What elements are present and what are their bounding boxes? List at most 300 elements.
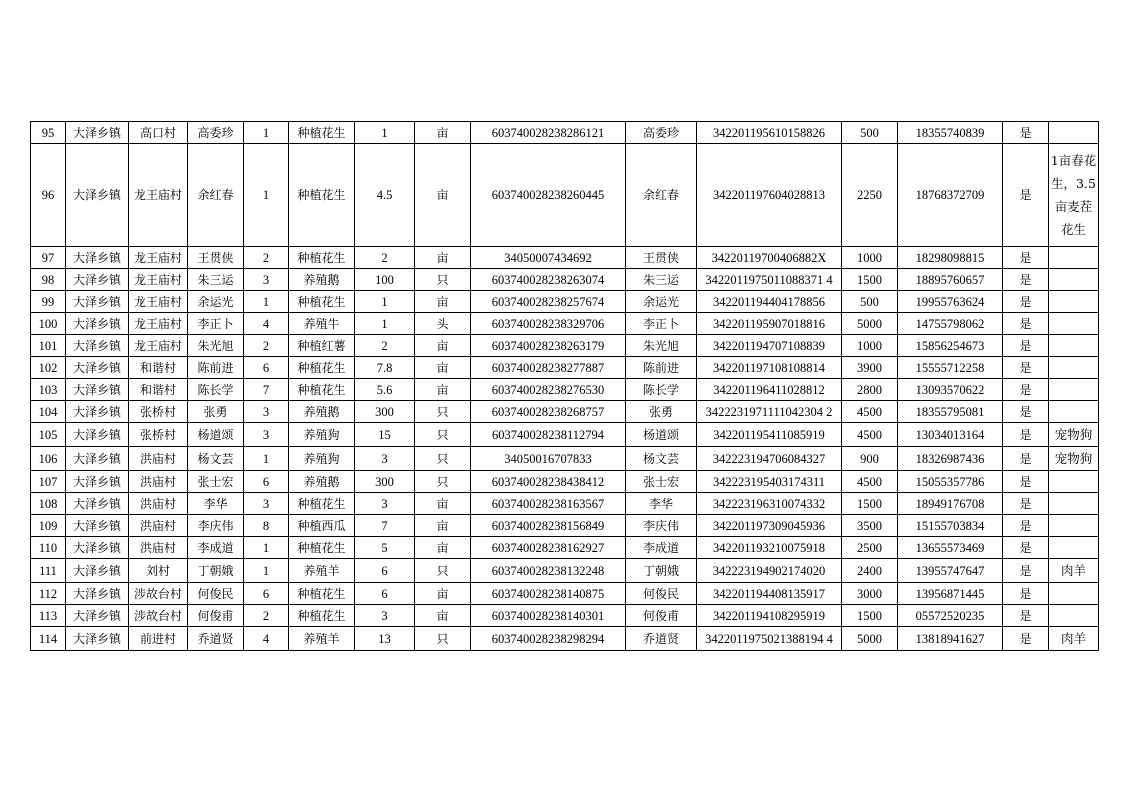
village-cell: 龙王庙村	[129, 144, 188, 247]
note-cell	[1049, 269, 1099, 291]
id-number-cell: 342223196310074332	[697, 493, 842, 515]
unit-cell: 亩	[415, 515, 471, 537]
town-cell: 大泽乡镇	[66, 559, 129, 583]
town-cell: 大泽乡镇	[66, 291, 129, 313]
household-size-cell: 3	[244, 269, 289, 291]
account-number-cell: 603740028238268757	[471, 401, 626, 423]
amount-cell: 2800	[842, 379, 898, 401]
row-number-cell: 101	[31, 335, 66, 357]
account-holder-cell: 张勇	[626, 401, 697, 423]
account-number-cell: 603740028238276530	[471, 379, 626, 401]
amount-cell: 1500	[842, 269, 898, 291]
town-cell: 大泽乡镇	[66, 493, 129, 515]
amount-cell: 3900	[842, 357, 898, 379]
household-size-cell: 3	[244, 493, 289, 515]
table-row	[31, 122, 1099, 144]
village-cell: 张桥村	[129, 423, 188, 447]
id-number-cell: 342201195411085919	[697, 423, 842, 447]
unit-cell: 只	[415, 269, 471, 291]
project-cell: 养殖羊	[289, 627, 355, 651]
unit-cell: 亩	[415, 247, 471, 269]
confirmed-cell: 是	[1003, 335, 1049, 357]
amount-cell: 3000	[842, 583, 898, 605]
household-name-cell: 余运光	[188, 291, 244, 313]
confirmed-cell: 是	[1003, 379, 1049, 401]
household-size-cell: 1	[244, 291, 289, 313]
household-name-cell: 李华	[188, 493, 244, 515]
village-cell: 龙王庙村	[129, 291, 188, 313]
account-number-cell: 603740028238162927	[471, 537, 626, 559]
project-cell: 种植花生	[289, 144, 355, 247]
household-name-cell: 丁朝娥	[188, 559, 244, 583]
quantity-cell: 3	[355, 493, 415, 515]
household-name-cell: 张士宏	[188, 471, 244, 493]
account-holder-cell: 朱三运	[626, 269, 697, 291]
amount-cell: 4500	[842, 423, 898, 447]
id-number-cell: 3422231971111042304 2	[697, 401, 842, 423]
project-cell: 养殖鹅	[289, 471, 355, 493]
amount-cell: 2400	[842, 559, 898, 583]
project-cell: 种植西瓜	[289, 515, 355, 537]
account-holder-cell: 余运光	[626, 291, 697, 313]
amount-cell: 1500	[842, 605, 898, 627]
town-cell: 大泽乡镇	[66, 335, 129, 357]
quantity-cell: 5.6	[355, 379, 415, 401]
project-cell: 养殖牛	[289, 313, 355, 335]
account-number-cell: 603740028238286121	[471, 122, 626, 144]
account-number-cell: 603740028238140875	[471, 583, 626, 605]
account-number-cell: 603740028238263179	[471, 335, 626, 357]
unit-cell: 只	[415, 447, 471, 471]
unit-cell: 只	[415, 627, 471, 651]
note-cell: 肉羊	[1049, 559, 1099, 583]
household-size-cell: 3	[244, 423, 289, 447]
phone-cell: 18355795081	[898, 401, 1003, 423]
town-cell: 大泽乡镇	[66, 379, 129, 401]
project-cell: 种植花生	[289, 357, 355, 379]
row-number-cell: 114	[31, 627, 66, 651]
note-cell	[1049, 335, 1099, 357]
note-cell	[1049, 493, 1099, 515]
unit-cell: 亩	[415, 144, 471, 247]
quantity-cell: 2	[355, 247, 415, 269]
unit-cell: 只	[415, 559, 471, 583]
quantity-cell: 1	[355, 313, 415, 335]
phone-cell: 13093570622	[898, 379, 1003, 401]
amount-cell: 5000	[842, 627, 898, 651]
household-name-cell: 李正卜	[188, 313, 244, 335]
confirmed-cell: 是	[1003, 627, 1049, 651]
id-number-cell: 342201194707108839	[697, 335, 842, 357]
note-cell	[1049, 379, 1099, 401]
confirmed-cell: 是	[1003, 515, 1049, 537]
confirmed-cell: 是	[1003, 313, 1049, 335]
note-cell	[1049, 583, 1099, 605]
phone-cell: 13956871445	[898, 583, 1003, 605]
quantity-cell: 15	[355, 423, 415, 447]
amount-cell: 500	[842, 291, 898, 313]
row-number-cell: 100	[31, 313, 66, 335]
phone-cell: 18768372709	[898, 144, 1003, 247]
amount-cell: 2500	[842, 537, 898, 559]
quantity-cell: 4.5	[355, 144, 415, 247]
household-size-cell: 8	[244, 515, 289, 537]
unit-cell: 亩	[415, 357, 471, 379]
household-size-cell: 6	[244, 583, 289, 605]
id-number-cell: 342201197108108814	[697, 357, 842, 379]
village-cell: 高口村	[129, 122, 188, 144]
account-holder-cell: 杨文芸	[626, 447, 697, 471]
note-cell	[1049, 247, 1099, 269]
quantity-cell: 7	[355, 515, 415, 537]
unit-cell: 只	[415, 401, 471, 423]
household-size-cell: 4	[244, 627, 289, 651]
household-size-cell: 1	[244, 559, 289, 583]
table-row	[31, 313, 1099, 335]
confirmed-cell: 是	[1003, 605, 1049, 627]
table-row	[31, 401, 1099, 423]
household-size-cell: 6	[244, 471, 289, 493]
confirmed-cell: 是	[1003, 144, 1049, 247]
account-number-cell: 603740028238438412	[471, 471, 626, 493]
account-holder-cell: 陈长学	[626, 379, 697, 401]
phone-cell: 19955763624	[898, 291, 1003, 313]
town-cell: 大泽乡镇	[66, 605, 129, 627]
confirmed-cell: 是	[1003, 357, 1049, 379]
phone-cell: 15055357786	[898, 471, 1003, 493]
row-number-cell: 110	[31, 537, 66, 559]
account-number-cell: 34050007434692	[471, 247, 626, 269]
village-cell: 洪庙村	[129, 447, 188, 471]
household-name-cell: 张勇	[188, 401, 244, 423]
quantity-cell: 100	[355, 269, 415, 291]
table-row	[31, 471, 1099, 493]
quantity-cell: 1	[355, 122, 415, 144]
table-row	[31, 583, 1099, 605]
household-size-cell: 2	[244, 247, 289, 269]
row-number-cell: 96	[31, 144, 66, 247]
household-size-cell: 3	[244, 401, 289, 423]
confirmed-cell: 是	[1003, 559, 1049, 583]
village-cell: 刘村	[129, 559, 188, 583]
confirmed-cell: 是	[1003, 583, 1049, 605]
town-cell: 大泽乡镇	[66, 122, 129, 144]
village-cell: 龙王庙村	[129, 247, 188, 269]
amount-cell: 500	[842, 122, 898, 144]
note-cell: 宠物狗	[1049, 423, 1099, 447]
account-number-cell: 603740028238257674	[471, 291, 626, 313]
row-number-cell: 102	[31, 357, 66, 379]
household-name-cell: 李庆伟	[188, 515, 244, 537]
unit-cell: 亩	[415, 291, 471, 313]
confirmed-cell: 是	[1003, 269, 1049, 291]
project-cell: 种植花生	[289, 605, 355, 627]
account-number-cell: 34050016707833	[471, 447, 626, 471]
row-number-cell: 99	[31, 291, 66, 313]
row-number-cell: 111	[31, 559, 66, 583]
row-number-cell: 105	[31, 423, 66, 447]
amount-cell: 1000	[842, 335, 898, 357]
phone-cell: 18326987436	[898, 447, 1003, 471]
phone-cell: 15555712258	[898, 357, 1003, 379]
household-name-cell: 陈长学	[188, 379, 244, 401]
table-body	[31, 122, 1099, 651]
village-cell: 和谐村	[129, 357, 188, 379]
project-cell: 种植花生	[289, 583, 355, 605]
table-row	[31, 247, 1099, 269]
phone-cell: 13955747647	[898, 559, 1003, 583]
id-number-cell: 342223194706084327	[697, 447, 842, 471]
id-number-cell: 342201194408135917	[697, 583, 842, 605]
project-cell: 种植花生	[289, 122, 355, 144]
town-cell: 大泽乡镇	[66, 269, 129, 291]
account-holder-cell: 陈前进	[626, 357, 697, 379]
row-number-cell: 104	[31, 401, 66, 423]
household-name-cell: 杨道颂	[188, 423, 244, 447]
note-cell: 1亩春花生，3.5亩麦茬花生	[1049, 144, 1099, 247]
project-cell: 种植花生	[289, 537, 355, 559]
quantity-cell: 300	[355, 471, 415, 493]
table-row	[31, 291, 1099, 313]
id-number-cell: 342201195610158826	[697, 122, 842, 144]
phone-cell: 18298098815	[898, 247, 1003, 269]
project-cell: 养殖鹅	[289, 401, 355, 423]
note-cell	[1049, 313, 1099, 335]
id-number-cell: 342201196411028812	[697, 379, 842, 401]
table-row	[31, 493, 1099, 515]
account-number-cell: 603740028238140301	[471, 605, 626, 627]
household-size-cell: 2	[244, 335, 289, 357]
account-holder-cell: 李庆伟	[626, 515, 697, 537]
note-cell	[1049, 515, 1099, 537]
id-number-cell: 342201197309045936	[697, 515, 842, 537]
row-number-cell: 95	[31, 122, 66, 144]
unit-cell: 亩	[415, 583, 471, 605]
phone-cell: 05572520235	[898, 605, 1003, 627]
town-cell: 大泽乡镇	[66, 401, 129, 423]
household-size-cell: 7	[244, 379, 289, 401]
account-holder-cell: 高委珍	[626, 122, 697, 144]
household-size-cell: 1	[244, 122, 289, 144]
town-cell: 大泽乡镇	[66, 423, 129, 447]
account-number-cell: 603740028238163567	[471, 493, 626, 515]
table-row	[31, 269, 1099, 291]
amount-cell: 2250	[842, 144, 898, 247]
household-size-cell: 1	[244, 537, 289, 559]
account-holder-cell: 乔道贤	[626, 627, 697, 651]
household-size-cell: 2	[244, 605, 289, 627]
household-name-cell: 李成道	[188, 537, 244, 559]
row-number-cell: 103	[31, 379, 66, 401]
unit-cell: 亩	[415, 379, 471, 401]
confirmed-cell: 是	[1003, 447, 1049, 471]
id-number-cell: 342201194108295919	[697, 605, 842, 627]
phone-cell: 15856254673	[898, 335, 1003, 357]
account-holder-cell: 王贯侠	[626, 247, 697, 269]
table-row	[31, 335, 1099, 357]
village-cell: 和谐村	[129, 379, 188, 401]
confirmed-cell: 是	[1003, 471, 1049, 493]
phone-cell: 13034013164	[898, 423, 1003, 447]
unit-cell: 亩	[415, 537, 471, 559]
phone-cell: 18895760657	[898, 269, 1003, 291]
household-size-cell: 1	[244, 447, 289, 471]
quantity-cell: 6	[355, 559, 415, 583]
note-cell	[1049, 357, 1099, 379]
village-cell: 涉故台村	[129, 605, 188, 627]
note-cell: 肉羊	[1049, 627, 1099, 651]
account-number-cell: 603740028238156849	[471, 515, 626, 537]
id-number-cell: 34220119700406882X	[697, 247, 842, 269]
town-cell: 大泽乡镇	[66, 471, 129, 493]
table-row	[31, 144, 1099, 247]
project-cell: 种植花生	[289, 379, 355, 401]
note-cell	[1049, 471, 1099, 493]
household-name-cell: 陈前进	[188, 357, 244, 379]
project-cell: 养殖狗	[289, 447, 355, 471]
unit-cell: 亩	[415, 335, 471, 357]
account-holder-cell: 张士宏	[626, 471, 697, 493]
phone-cell: 14755798062	[898, 313, 1003, 335]
village-cell: 洪庙村	[129, 515, 188, 537]
town-cell: 大泽乡镇	[66, 627, 129, 651]
village-cell: 龙王庙村	[129, 269, 188, 291]
confirmed-cell: 是	[1003, 423, 1049, 447]
town-cell: 大泽乡镇	[66, 583, 129, 605]
project-cell: 种植花生	[289, 493, 355, 515]
account-holder-cell: 何俊民	[626, 583, 697, 605]
household-size-cell: 1	[244, 144, 289, 247]
project-cell: 养殖狗	[289, 423, 355, 447]
household-name-cell: 何俊民	[188, 583, 244, 605]
account-holder-cell: 李华	[626, 493, 697, 515]
town-cell: 大泽乡镇	[66, 313, 129, 335]
account-holder-cell: 杨道颂	[626, 423, 697, 447]
confirmed-cell: 是	[1003, 401, 1049, 423]
amount-cell: 4500	[842, 471, 898, 493]
row-number-cell: 109	[31, 515, 66, 537]
town-cell: 大泽乡镇	[66, 537, 129, 559]
amount-cell: 4500	[842, 401, 898, 423]
id-number-cell: 3422011975021388194 4	[697, 627, 842, 651]
project-cell: 种植红薯	[289, 335, 355, 357]
account-number-cell: 603740028238112794	[471, 423, 626, 447]
row-number-cell: 97	[31, 247, 66, 269]
village-cell: 涉故台村	[129, 583, 188, 605]
table-row	[31, 379, 1099, 401]
row-number-cell: 106	[31, 447, 66, 471]
note-cell	[1049, 401, 1099, 423]
note-cell	[1049, 605, 1099, 627]
quantity-cell: 5	[355, 537, 415, 559]
account-number-cell: 603740028238298294	[471, 627, 626, 651]
town-cell: 大泽乡镇	[66, 447, 129, 471]
account-holder-cell: 余红春	[626, 144, 697, 247]
note-cell	[1049, 291, 1099, 313]
account-number-cell: 603740028238329706	[471, 313, 626, 335]
household-name-cell: 王贯侠	[188, 247, 244, 269]
project-cell: 种植花生	[289, 247, 355, 269]
phone-cell: 13655573469	[898, 537, 1003, 559]
household-name-cell: 乔道贤	[188, 627, 244, 651]
row-number-cell: 107	[31, 471, 66, 493]
unit-cell: 亩	[415, 605, 471, 627]
amount-cell: 3500	[842, 515, 898, 537]
note-cell	[1049, 537, 1099, 559]
town-cell: 大泽乡镇	[66, 144, 129, 247]
town-cell: 大泽乡镇	[66, 357, 129, 379]
town-cell: 大泽乡镇	[66, 515, 129, 537]
project-cell: 养殖鹅	[289, 269, 355, 291]
note-cell	[1049, 122, 1099, 144]
household-size-cell: 4	[244, 313, 289, 335]
quantity-cell: 2	[355, 335, 415, 357]
quantity-cell: 3	[355, 447, 415, 471]
village-cell: 龙王庙村	[129, 335, 188, 357]
village-cell: 前进村	[129, 627, 188, 651]
quantity-cell: 3	[355, 605, 415, 627]
table-row	[31, 627, 1099, 651]
town-cell: 大泽乡镇	[66, 247, 129, 269]
village-cell: 洪庙村	[129, 537, 188, 559]
id-number-cell: 342201195907018816	[697, 313, 842, 335]
amount-cell: 1500	[842, 493, 898, 515]
account-number-cell: 603740028238132248	[471, 559, 626, 583]
account-number-cell: 603740028238277887	[471, 357, 626, 379]
confirmed-cell: 是	[1003, 493, 1049, 515]
unit-cell: 亩	[415, 122, 471, 144]
id-number-cell: 342201197604028813	[697, 144, 842, 247]
table-row	[31, 605, 1099, 627]
quantity-cell: 1	[355, 291, 415, 313]
household-name-cell: 高委珍	[188, 122, 244, 144]
account-number-cell: 603740028238263074	[471, 269, 626, 291]
table-row	[31, 537, 1099, 559]
household-name-cell: 杨文芸	[188, 447, 244, 471]
id-number-cell: 342201194404178856	[697, 291, 842, 313]
quantity-cell: 300	[355, 401, 415, 423]
confirmed-cell: 是	[1003, 122, 1049, 144]
amount-cell: 900	[842, 447, 898, 471]
confirmed-cell: 是	[1003, 247, 1049, 269]
unit-cell: 只	[415, 423, 471, 447]
id-number-cell: 3422011975011088371 4	[697, 269, 842, 291]
account-holder-cell: 朱光旭	[626, 335, 697, 357]
phone-cell: 18949176708	[898, 493, 1003, 515]
village-cell: 洪庙村	[129, 493, 188, 515]
unit-cell: 只	[415, 471, 471, 493]
row-number-cell: 98	[31, 269, 66, 291]
quantity-cell: 6	[355, 583, 415, 605]
account-holder-cell: 李成道	[626, 537, 697, 559]
account-number-cell: 603740028238260445	[471, 144, 626, 247]
unit-cell: 亩	[415, 493, 471, 515]
project-cell: 养殖羊	[289, 559, 355, 583]
household-size-cell: 6	[244, 357, 289, 379]
account-holder-cell: 李正卜	[626, 313, 697, 335]
household-name-cell: 朱光旭	[188, 335, 244, 357]
account-holder-cell: 何俊甫	[626, 605, 697, 627]
table-row	[31, 447, 1099, 471]
amount-cell: 5000	[842, 313, 898, 335]
village-cell: 张桥村	[129, 401, 188, 423]
confirmed-cell: 是	[1003, 291, 1049, 313]
phone-cell: 15155703834	[898, 515, 1003, 537]
id-number-cell: 342223194902174020	[697, 559, 842, 583]
table-row	[31, 357, 1099, 379]
phone-cell: 13818941627	[898, 627, 1003, 651]
row-number-cell: 113	[31, 605, 66, 627]
